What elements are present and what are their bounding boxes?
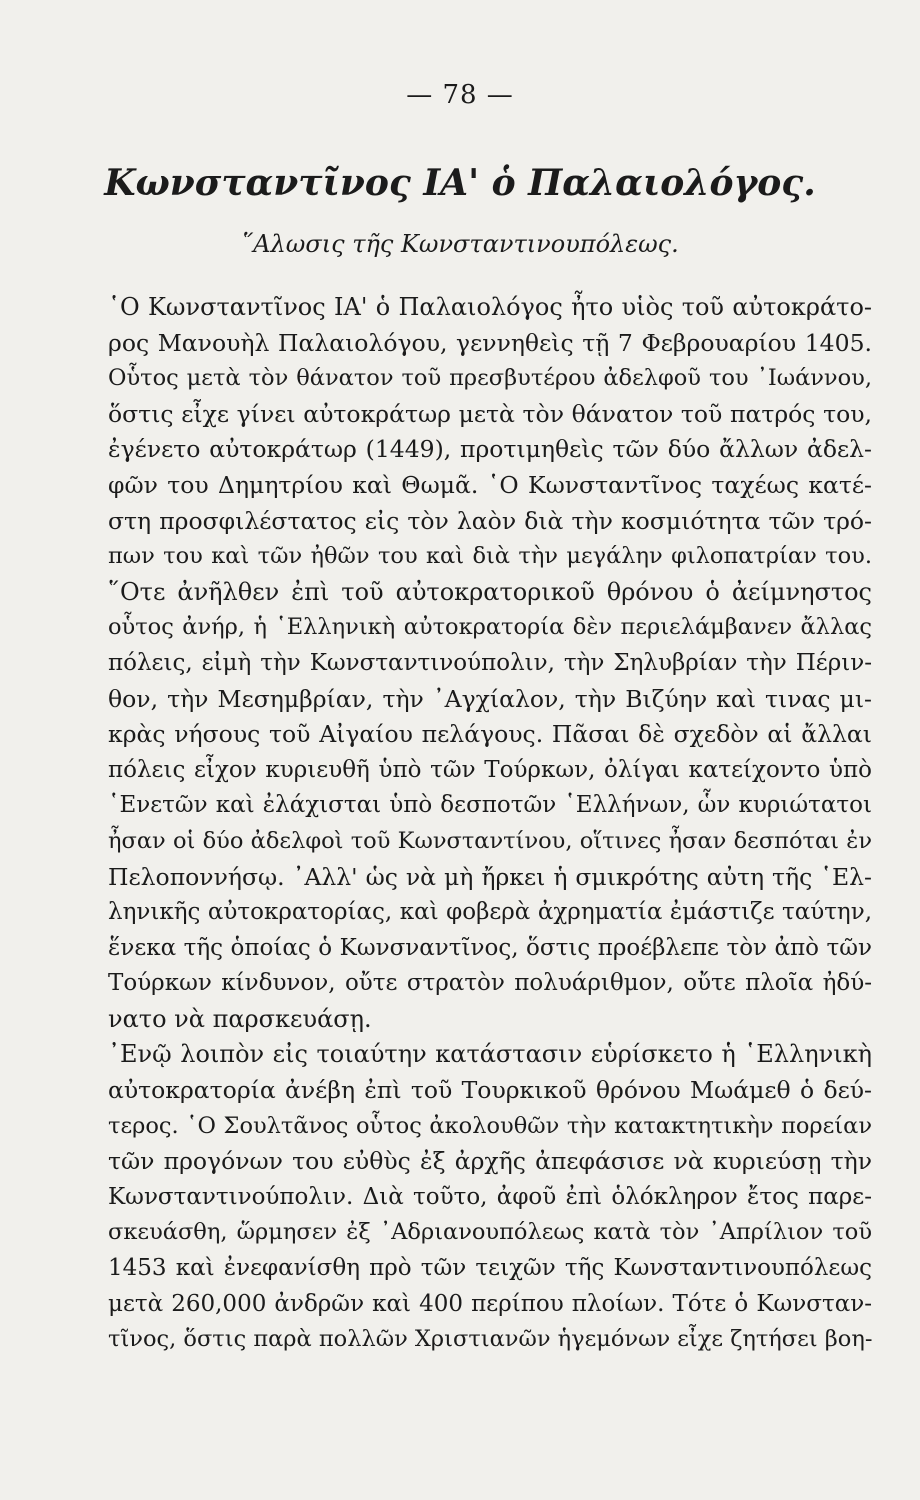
text-line: ἐγένετο αὐτοκράτωρ (1449), προτιμηθεὶς τῶν δύο ἄλλων ἀδελ- — [108, 435, 872, 464]
text-line: ῾Ενετῶν καὶ ἐλάχισται ὑπὸ δεσποτῶν ῾Ελλήνων, ὧν κυριώτατοι — [108, 792, 872, 819]
chapter-title: Κωνσταντῖνος ΙΑ' ὁ Παλαιολόγος. — [104, 162, 816, 204]
text-line: σκευάσθη, ὥρμησεν ἐξ ᾿Αδριανουπόλεως κατὰ τὸν ᾿Απρίλιον τοῦ — [108, 1219, 872, 1246]
text-line: τῖνος, ὅστις παρὰ πολλῶν Χριστιανῶν ἡγεμόνων εἶχε ζητήσει βοη- — [108, 1326, 872, 1353]
text-line: ληνικῆς αὐτοκρατορίας, καὶ φοβερὰ ἀχρηματία ἐμάστιζε ταύτην, — [108, 899, 872, 926]
body-text — [108, 290, 872, 1358]
text-line: ἦσαν οἱ δύο ἀδελφοὶ τοῦ Κωνσταντίνου, οἵτινες ἦσαν δεσπόται ἐν — [108, 827, 872, 854]
text-line: νατο νὰ παρσκευάσῃ. — [108, 1004, 372, 1033]
text-line: τερος. ῾Ο Σουλτᾶνος οὗτος ἀκολουθῶν τὴν κατακτητικὴν πορείαν — [108, 1112, 872, 1139]
text-line: πόλεις, εἰμὴ τὴν Κωνσταντινούπολιν, τὴν Σηλυβρίαν τὴν Πέριν- — [108, 649, 872, 676]
page-number: — 78 — — [406, 80, 514, 110]
text-line: Κωνσταντινούπολιν. Διὰ τοῦτο, ἀφοῦ ἐπὶ ὁλόκληρον ἔτος παρε- — [108, 1183, 872, 1210]
text-line: πόλεις εἶχον κυριευθῆ ὑπὸ τῶν Τούρκων, ὀλίγαι κατείχοντο ὑπὸ — [108, 756, 872, 783]
text-line: πων του καὶ τῶν ἠθῶν του καὶ διὰ τὴν μεγάλην φιλοπατρίαν του. — [108, 543, 872, 570]
text-line: στη προσφιλέστατος εἰς τὸν λαὸν διὰ τὴν κοσμιότητα τῶν τρό- — [108, 506, 872, 535]
text-line: αὐτοκρατορία ἀνέβη ἐπὶ τοῦ Τουρκικοῦ θρόνου Μωάμεθ ὁ δεύ- — [108, 1076, 872, 1105]
text-line: Τούρκων κίνδυνον, οὔτε στρατὸν πολυάριθμον, οὔτε πλοῖα ἠδύ- — [108, 970, 872, 997]
text-line: θον, τὴν Μεσημβρίαν, τὴν ᾿Αγχίαλον, τὴν Βιζύην καὶ τινας μι- — [108, 684, 872, 713]
text-line: τῶν προγόνων του εὐθὺς ἐξ ἀρχῆς ἀπεφάσισε νὰ κυριεύσῃ τὴν — [108, 1147, 872, 1176]
text-line: ῾Ο Κωνσταντῖνος ΙΑ' ὁ Παλαιολόγος ἦτο υἱὸς τοῦ αὐτοκράτο- — [108, 293, 872, 321]
text-line: 1453 καὶ ἐνεφανίσθη πρὸ τῶν τειχῶν τῆς Κωνσταντινουπόλεως — [108, 1255, 872, 1282]
text-line: ὅστις εἶχε γίνει αὐτοκράτωρ μετὰ τὸν θάνατον τοῦ πατρός του, — [108, 399, 872, 428]
text-line: Πελοποννήσῳ. ᾿Αλλ' ὡς νὰ μὴ ἤρκει ἡ σμικρότης αὐτη τῆς ῾Ελ- — [108, 862, 872, 891]
text-line: φῶν του Δημητρίου καὶ Θωμᾶ. ῾Ο Κωνσταντῖνος ταχέως κατέ- — [108, 470, 872, 499]
text-line: κρὰς νήσους τοῦ Αἰγαίου πελάγους. Πᾶσαι δὲ σχεδὸν αἱ ἄλλαι — [108, 720, 872, 749]
chapter-subtitle: ῞Αλωσις τῆς Κωνσταντινουπόλεως. — [241, 230, 679, 258]
text-line: ῞Οτε ἀνῆλθεν ἐπὶ τοῦ αὐτοκρατορικοῦ θρόνου ὁ ἀείμνηστος — [108, 577, 872, 606]
text-line: ἕνεκα τῆς ὁποίας ὁ Κωνσναντῖνος, ὅστις προέβλεπε τὸν ἀπὸ τῶν — [108, 934, 872, 961]
text-line: ᾿Ενῷ λοιπὸν εἰς τοιαύτην κατάστασιν εὑρίσκετο ἡ ῾Ελληνικὴ — [108, 1040, 872, 1069]
text-line: Οὗτος μετὰ τὸν θάνατον τοῦ πρεσβυτέρου ἀδελφοῦ του ᾿Ιωάννου, — [108, 365, 872, 392]
text-line: ρος Μανουὴλ Παλαιολόγου, γεννηθεὶς τῇ 7 Φεβρουαρίου 1405. — [108, 328, 872, 357]
text-line: οὗτος ἀνήρ, ἡ ῾Ελληνικὴ αὐτοκρατορία δὲν περιελάμβανεν ἄλλας — [108, 614, 872, 641]
text-line: μετὰ 260,000 ἀνδρῶν καὶ 400 περίπου πλοίων. Τότε ὁ Κωνσταν- — [108, 1290, 872, 1317]
